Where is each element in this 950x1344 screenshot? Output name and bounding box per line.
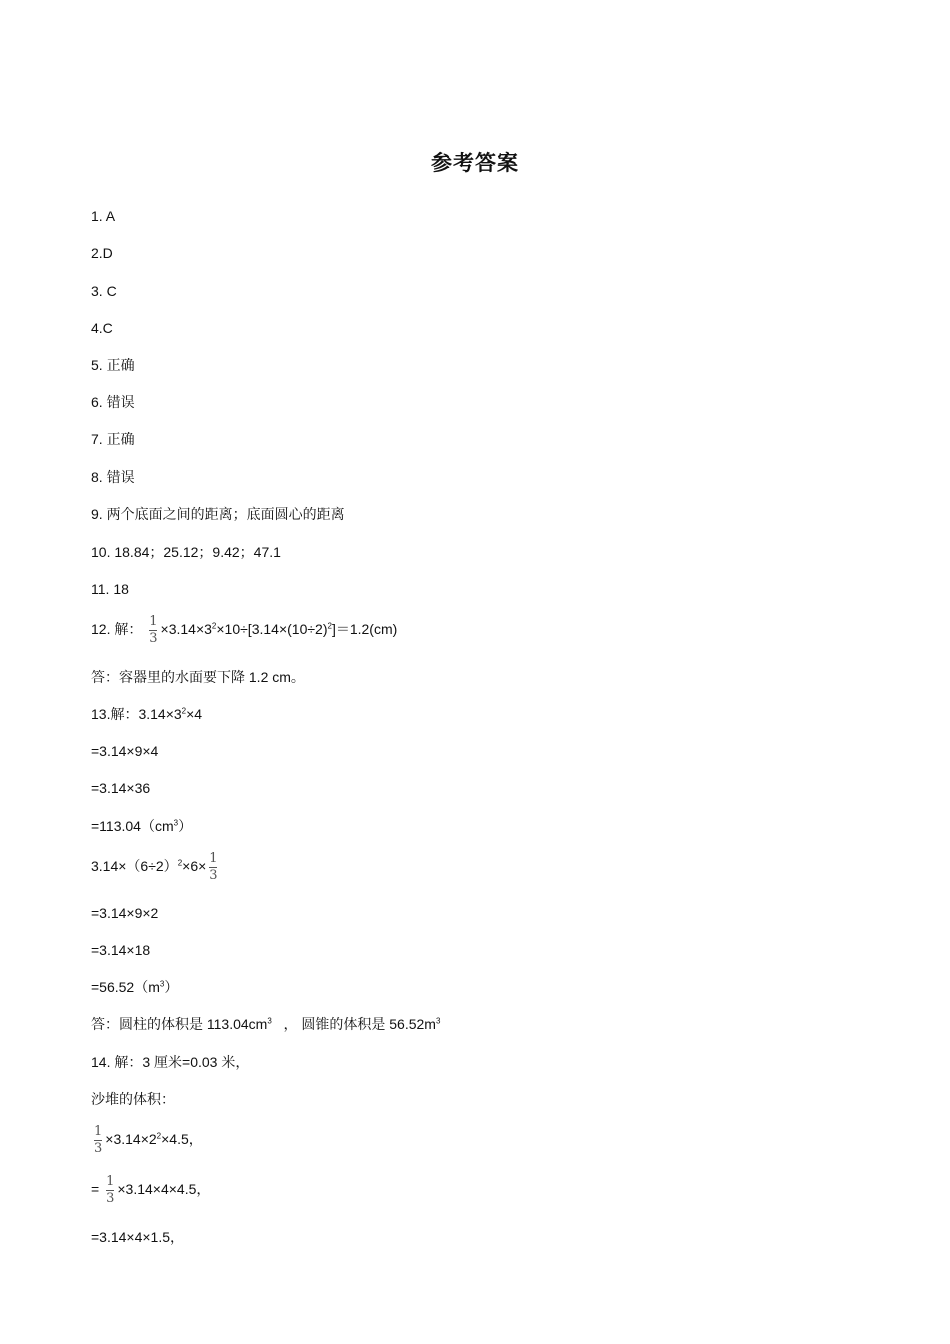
answer-9: 9. 两个底面之间的距离；底面圆心的距离 — [91, 506, 345, 522]
answer-12-conclusion: 答：容器里的水面要下降 1.2 cm。 — [91, 669, 305, 685]
fraction-one-third: $\frac{1}{3}$ — [106, 1174, 115, 1206]
answer-7: 7. 正确 — [91, 431, 135, 447]
answer-13-line-5: $3.14\times(6\div 2)^2\times 6\times$ $\frac{1}{3}$ — [91, 851, 218, 883]
answer-4: 4.C — [91, 320, 113, 336]
answer-5: 5. 正确 — [91, 357, 135, 373]
answer-10: 10. 18.84；25.12；9.42；47.1 — [91, 544, 281, 560]
answer-14-line-4: = $\frac{1}{3}$ ×3.14×4×4.5， — [91, 1174, 211, 1206]
fraction-one-third: $\frac{1}{3}$ — [149, 614, 158, 646]
answer-13-line-8: $=56.52(m^3)$ — [91, 979, 179, 995]
answer-13-line-6: =3.14×9×2 — [91, 905, 159, 921]
answer-3: 3. C — [91, 283, 117, 299]
answer-14-line-1: 14. 解：3 厘米=0.03 米， — [91, 1054, 250, 1070]
answer-14-line-3: $\frac{1}{3}$ $\times 3.14\times 2^2\times 4.5$， — [94, 1124, 203, 1156]
answer-8: 8. 错误 — [91, 469, 135, 485]
answer-13-line-2: =3.14×9×4 — [91, 743, 159, 759]
answer-13-line-3: =3.14×36 — [91, 780, 151, 796]
page-title: 参考答案 — [431, 151, 519, 175]
answer-13-line-4: $=113.04(cm^3)$ — [91, 818, 193, 834]
answer-12-formula: 12. 解： $\frac{1}{3}$ $\times 3.14\times 3^2\times 10\div[3.14\times(10\div 2)^2]=1.2(cm)$ — [91, 614, 398, 646]
answer-14-line-2: 沙堆的体积： — [91, 1091, 175, 1107]
fraction-one-third: $\frac{1}{3}$ — [209, 851, 218, 883]
answer-13-line-1: 13.解：$3.14\times 3^2\times 4$ — [91, 706, 203, 722]
answer-13-conclusion: 答：圆柱的体积是 $113.04cm^3$ ， 圆锥的体积是 $56.52m^3$ — [91, 1016, 441, 1032]
answer-12-prefix: 12. 解： — [91, 621, 143, 638]
fraction-one-third: $\frac{1}{3}$ — [94, 1124, 103, 1156]
answer-1: 1. A — [91, 208, 116, 224]
answer-6: 6. 错误 — [91, 394, 135, 410]
answer-14-line-5: =3.14×4×1.5， — [91, 1229, 185, 1245]
answer-2: 2.D — [91, 245, 113, 261]
answer-11: 11. 18 — [91, 581, 129, 597]
answer-13-line-7: =3.14×18 — [91, 942, 151, 958]
